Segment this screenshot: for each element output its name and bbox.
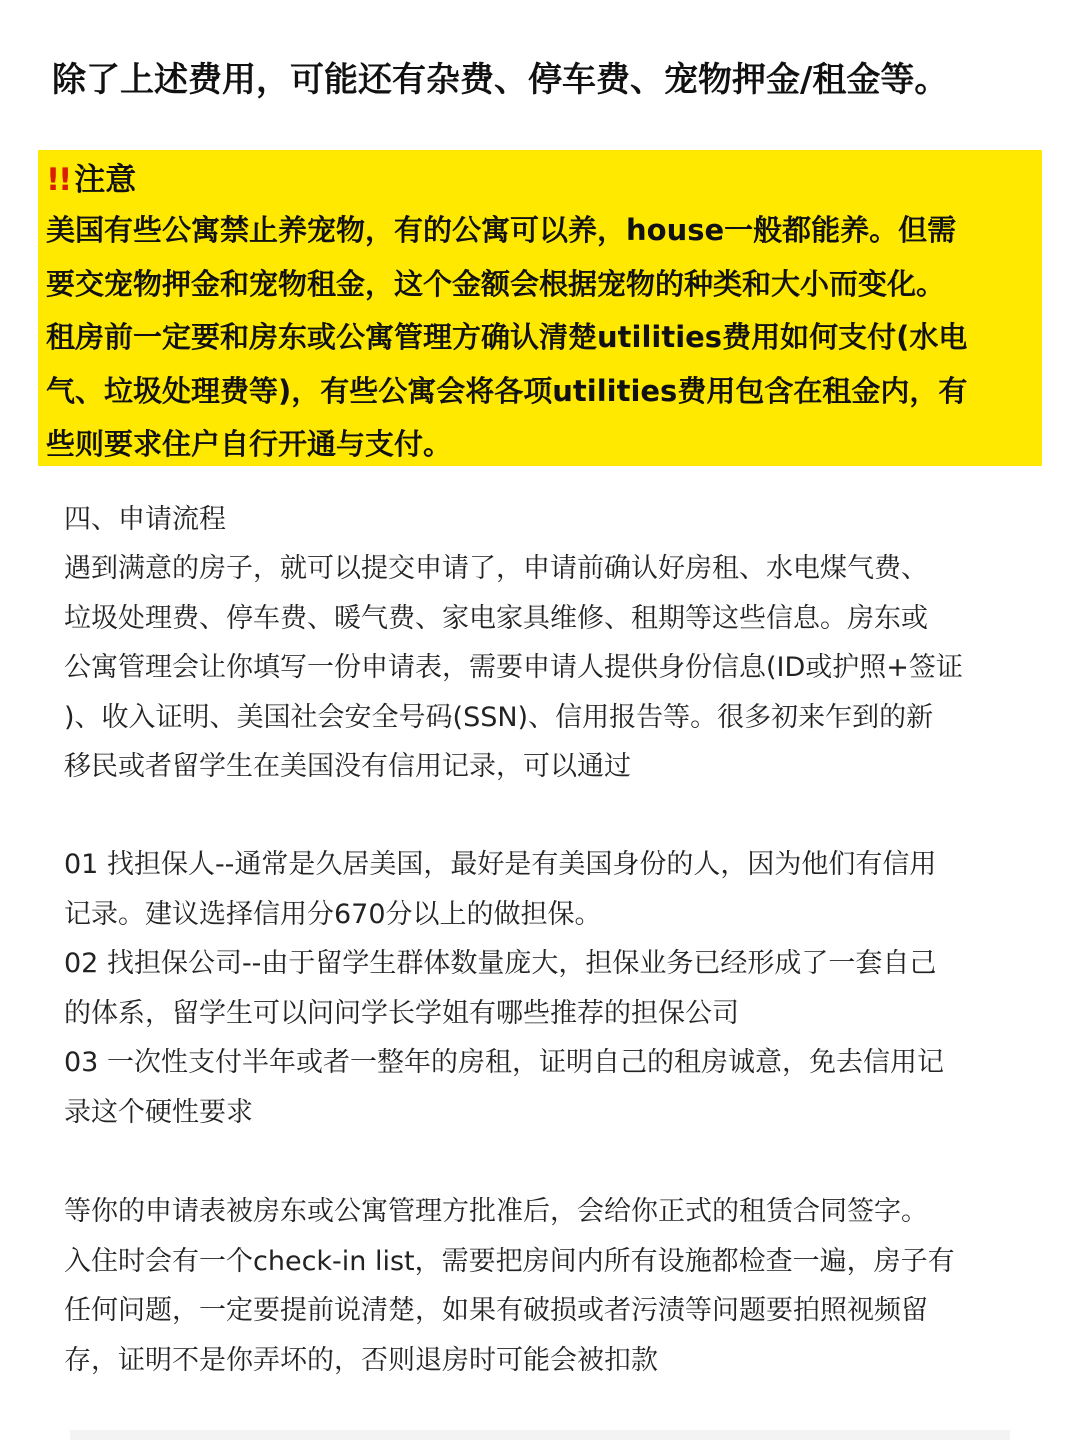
notice-line: 美国有些公寓禁止养宠物，有的公寓可以养，house一般都能养。但需 [46, 213, 957, 247]
notice-line: 要交宠物押金和宠物租金，这个金额会根据宠物的种类和大小而变化。 [46, 266, 946, 301]
application-line: 公寓管理会让你填写一份申请表，需要申请人提供身份信息(ID或护照+签证 [64, 652, 963, 683]
notice-paragraph [46, 204, 1034, 472]
intro-text: 除了上述费用，可能还有杂费、停车费、宠物押金/租金等。 [52, 60, 949, 100]
application-line: )、收入证明、美国社会安全号码(SSN)、信用报告等。很多初来乍到的新 [64, 701, 934, 733]
option-line: 03 一次性支付半年或者一整年的房租，证明自己的租房诚意，免去信用记 [64, 1047, 944, 1078]
application-line: 垃圾处理费、停车费、暖气费、家电家具维修、租期等这些信息。房东或 [64, 602, 928, 634]
notice-title-text: 注意 [74, 162, 137, 198]
notice-title [46, 156, 1034, 204]
option-line: 录这个硬性要求 [64, 1096, 253, 1128]
contract-line: 等你的申请表被房东或公寓管理方批准后，会给你正式的租赁合同签字。 [64, 1196, 928, 1227]
section-heading: 四、申请流程 [64, 504, 226, 535]
guarantee-options-list [64, 840, 1054, 1137]
application-line: 遇到满意的房子，就可以提交申请了，申请前确认好房租、水电煤气费、 [64, 553, 928, 584]
notice-highlight-box [38, 150, 1042, 466]
notice-line: 些则要求住户自行开通与支付。 [46, 427, 453, 461]
contract-line: 任何问题，一定要提前说清楚，如果有破损或者污渍等问题要拍照视频留 [64, 1295, 928, 1326]
application-line: 移民或者留学生在美国没有信用记录，可以通过 [64, 751, 631, 782]
application-section [64, 496, 1054, 792]
option-line: 的体系，留学生可以问问学长学姐有哪些推荐的担保公司 [64, 997, 739, 1029]
notice-line: 租房前一定要和房东或公寓管理方确认清楚utilities费用如何支付(水电 [46, 320, 968, 354]
bottom-divider [70, 1430, 1010, 1440]
option-line: 02 找担保公司--由于留学生群体数量庞大，担保业务已经形成了一套自己 [64, 948, 937, 979]
contract-line: 存，证明不是你弄坏的，否则退房时可能会被扣款 [64, 1344, 658, 1376]
contract-line: 入住时会有一个check-in list，需要把房间内所有设施都检查一遍，房子有 [64, 1245, 955, 1277]
double-exclamation-icon: !! [46, 162, 71, 198]
option-line: 记录。建议选择信用分670分以上的做担保。 [64, 898, 602, 930]
contract-section [64, 1187, 1054, 1385]
notice-line: 气、垃圾处理费等)，有些公寓会将各项utilities费用包含在租金内，有 [46, 373, 968, 408]
option-line: 01 找担保人--通常是久居美国，最好是有美国身份的人，因为他们有信用 [64, 849, 937, 880]
